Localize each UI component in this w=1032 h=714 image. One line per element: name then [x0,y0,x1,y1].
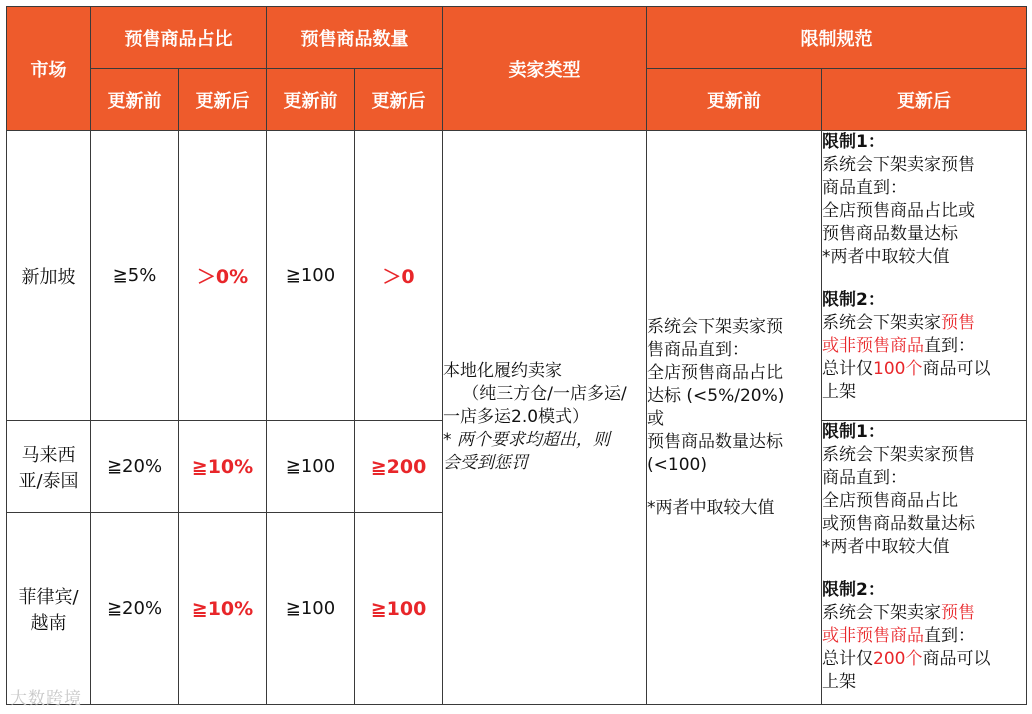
rule-after-line [822,358,1026,381]
seller-type-line: 一店多运2.0模式） [443,407,590,427]
rule-after-cell-sg [822,131,1027,421]
market-cell [7,421,91,513]
text: 直到： [924,626,975,646]
rule-after-line: 商品直到： [822,468,907,488]
spacer [822,559,1026,579]
market-cell: 新加坡 [7,131,91,421]
rule-before-line: *两者中取较大值 [647,497,775,518]
header-qty-after: 更新后 [355,69,443,131]
ratio-after-cell: ≧10% [179,513,267,705]
rule-after-line: 上架 [822,672,856,692]
qty-before-cell: ≧100 [267,513,355,705]
header-qty-before: 更新前 [267,69,355,131]
market-line: 菲律宾/ [18,586,79,608]
seller-type-cell [443,131,647,705]
header-rule-before: 更新前 [647,69,822,131]
header-rule-after: 更新后 [822,69,1027,131]
limit-2-title: 限制2： [822,580,885,600]
ratio-after-cell: ＞0% [179,131,267,421]
rule-after-line: 系统会下架卖家预售 [822,155,975,175]
highlight-text: 200个 [873,649,923,669]
qty-after-cell: ＞0 [355,131,443,421]
rule-after-line: 预售商品数量达标 [822,224,958,244]
rule-after-line: *两者中取较大值 [822,247,950,267]
rule-before-line: 系统会下架卖家预 [647,316,783,337]
text: 系统会下架卖家 [822,603,941,623]
limit-1-title: 限制1： [822,422,885,442]
rule-after-line [822,625,1026,648]
rule-after-line [822,312,1026,335]
seller-note-line: 会受到惩罚 [443,453,528,473]
rule-after-line [822,335,1026,358]
market-line: 越南 [30,612,67,634]
text: 直到： [924,336,975,356]
highlight-text: 100个 [873,359,923,379]
highlight-text: 或非预售商品 [822,336,924,356]
rule-before-line: 全店预售商品占比 [647,362,783,383]
header-ratio-after: 更新后 [179,69,267,131]
highlight-text: 预售 [941,603,975,623]
rule-after-line: 全店预售商品占比 [822,491,958,511]
rule-after-line: 上架 [822,382,856,402]
market-line: 马来西 [21,444,76,466]
text: 总计仅 [822,359,873,379]
rule-before-line: 售商品直到： [647,339,749,360]
header-presale-qty: 预售商品数量 [267,7,443,69]
market-cell [7,513,91,705]
limit-1-title: 限制1： [822,132,885,152]
header-seller-type: 卖家类型 [443,7,647,131]
seller-type-line: 本地化履约卖家 [443,361,562,381]
rule-after-line [822,602,1026,625]
rule-after-line [822,648,1026,671]
qty-after-cell: ≧100 [355,513,443,705]
seller-type-line: （纯三方仓/一店多运/ [462,384,627,404]
text: 系统会下架卖家 [822,313,941,333]
spacer [822,269,1026,289]
rule-after-cell-others [822,421,1027,705]
rule-after-line: 商品直到： [822,178,907,198]
text: 商品可以 [922,649,991,669]
ratio-after-cell: ≧10% [179,421,267,513]
market-line: 亚/泰国 [18,470,79,492]
rule-before-line: 或 [647,408,664,429]
qty-after-cell: ≧200 [355,421,443,513]
highlight-text: 或非预售商品 [822,626,924,646]
rule-before-line: 达标 (<5%/20%) [647,385,785,406]
header-market: 市场 [7,7,91,131]
text: 总计仅 [822,649,873,669]
rule-after-line: 系统会下架卖家预售 [822,445,975,465]
ratio-before-cell: ≧20% [91,513,179,705]
qty-before-cell: ≧100 [267,131,355,421]
table-row [7,131,1027,421]
header-presale-ratio: 预售商品占比 [91,7,267,69]
text: 商品可以 [922,359,991,379]
header-rules: 限制规范 [647,7,1027,69]
qty-before-cell: ≧100 [267,421,355,513]
rule-after-line: *两者中取较大值 [822,537,950,557]
presale-rules-table [6,6,1027,705]
ratio-before-cell: ≧5% [91,131,179,421]
rule-before-line: (<100) [647,454,707,475]
ratio-before-cell: ≧20% [91,421,179,513]
highlight-text: 预售 [941,313,975,333]
rule-after-line: 全店预售商品占比或 [822,201,975,221]
watermark-logo: 大数跨境 [10,689,82,709]
limit-2-title: 限制2： [822,290,885,310]
rule-after-line: 或预售商品数量达标 [822,514,975,534]
seller-note-line: * 两个要求均超出，则 [443,430,610,450]
spacer [647,477,821,497]
rule-before-cell [647,131,822,705]
header-ratio-before: 更新前 [91,69,179,131]
rule-before-line: 预售商品数量达标 [647,431,783,452]
